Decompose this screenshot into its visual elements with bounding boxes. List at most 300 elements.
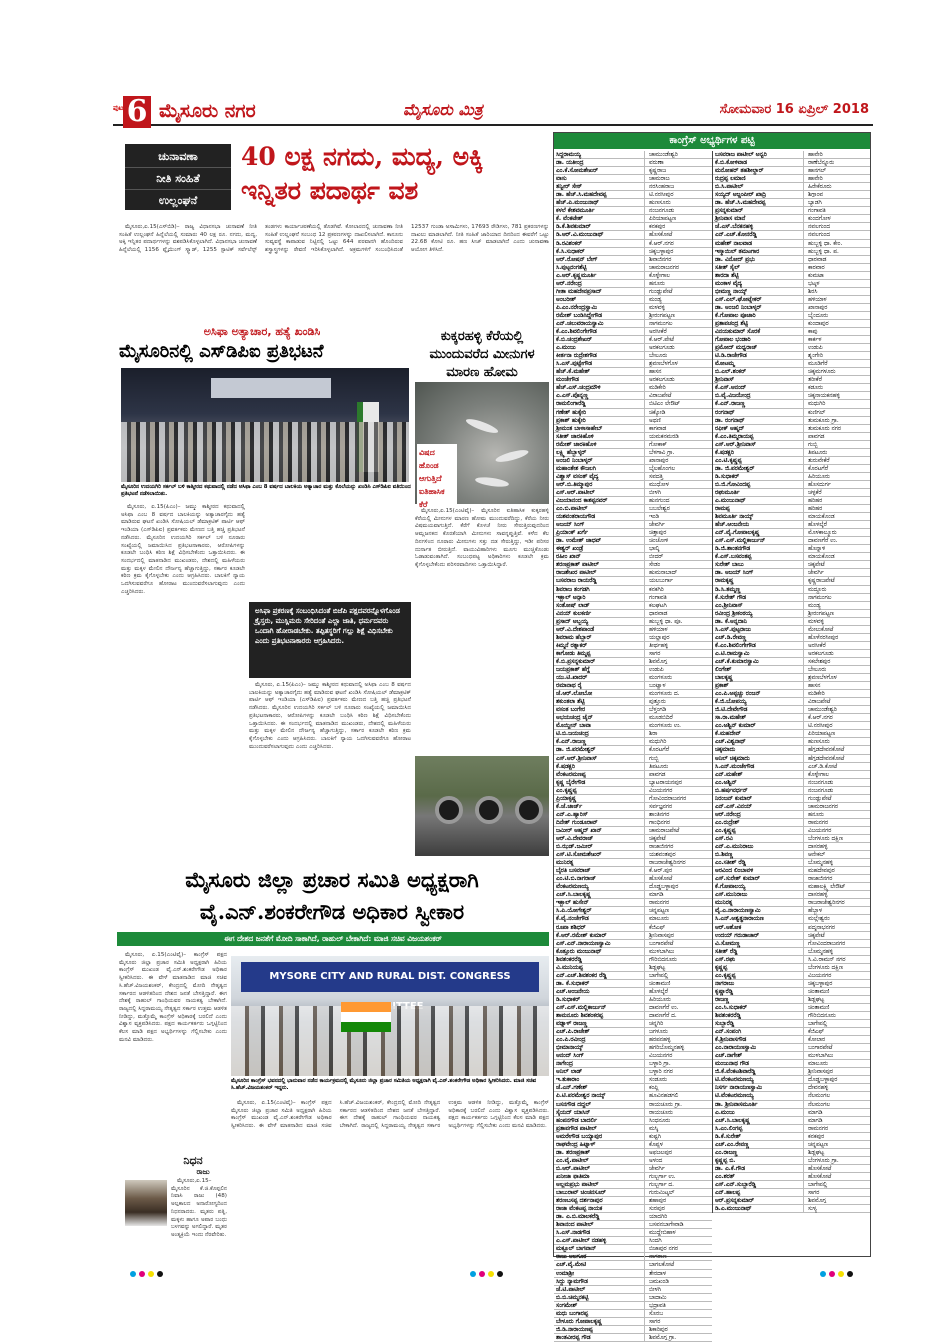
constituency-name: ಪಿರಿಯಾಪಟ್ಟಣ [644,215,710,222]
constituency-name: ಬಾಗೇಪಲ್ಲಿ [803,1020,869,1027]
constituency-name: ಕೊರಟಗೆರೆ [644,746,710,753]
candidate-row [554,755,712,763]
candidate-name: ನಿಸರ್ಗ ನಾರಾಯಣಸ್ವಾಮಿ [715,1085,762,1092]
constituency-name: ಅರಕಲಗೂಡು [644,344,710,351]
candidate-row [554,1213,712,1221]
constituency-name: ಹರಪನಹಳ್ಳಿ [644,1036,710,1043]
constituency-name: ಮುಧೋಳ [644,481,710,488]
candidate-name: ಆರ್.ಪ್ರಸನ್ನಕುಮಾರ್ [715,1198,754,1205]
constituency-name: ಭದ್ರಾವತಿ [644,1302,710,1309]
candidate-name: ಶರಣಪ್ರಕಾಶ್ ಪಾಟೀಲ್ [556,562,599,569]
candidate-name: ರಾಮಲಿಂಗಾರೆಡ್ಡಿ [556,401,586,408]
constituency-name: ಕುಂದಾಪುರ [803,320,869,327]
constituency-name: ಕುಮಟಾ [803,272,869,279]
constituency-name: ಮಧುಗಿರಿ [803,400,869,407]
constituency-name: ಮಲ್ಲೇಶ್ವರಂ [803,915,869,922]
candidate-row [713,529,870,537]
constituency-name: ಬಂಗಾರಪೇಟೆ [803,1044,869,1051]
constituency-name: ಖಾನಾಪುರ [644,457,710,464]
candidate-row [554,1189,712,1197]
candidate-row [554,159,712,167]
constituency-name: ಶೃಂಗೇರಿ [803,352,869,359]
candidate-row [713,940,870,948]
constituency-name: ಕೊರಟಗೆರೆ [803,465,869,472]
candidate-row [713,722,870,730]
candidate-row [554,577,712,585]
candidate-name: ಸೈಯದ್ ಯಾಸಿನ್ [556,1109,591,1116]
constituency-name: ಬೊಮ್ಮನಹಳ್ಳಿ [803,948,869,955]
constituency-name: ನಂಜನಗೂಡು [803,787,869,794]
candidate-name: ಇಸ್ಮಾಯಿಲ್ ತಮಟಗಾರ [715,248,760,255]
constituency-name: ಆನೇಕಲ್ [803,851,869,858]
candidate-name: ಎ.ಮಂಜುನಾಥ್ [715,498,746,505]
constituency-name: ಹಾನಗಲ್ [803,167,869,174]
candidate-row [554,304,712,312]
candidate-row [713,1157,870,1165]
constituency-name: ಜೇವರ್ಗಿ [644,1165,710,1172]
candidate-name: ಎಂ.ಅಶ್ವಿನ್ [715,779,737,786]
candidate-name: ಸಿದ್ದರಾಮಯ್ಯ [556,152,581,158]
constituency-name: ಕಾಗವಾಡ [644,425,710,432]
protest-pull-quote: ಅಸಿಫಾ ಪ್ರಕರಣಕ್ಕೆ ಸಂಬಂಧಿಸಿದಂತೆ ಬಿಜೆಪಿ ಪಕ್ಷದವರನ್ನೊಳಗೊಂಡ ಕ್ರೈಸ್ತರು, ಮುಸ್ಲಿಮರು ಸೇರಿದಂತೆ ಎಲ್ಲಾ ಜಾತಿ, ಧರ್ಮದವರು ಒಂದಾಗಿ ಹೋರಾಡಬೇಕು. ತಪ್ಪಿತಸ್ಥರಿಗೆ ಗಲ್ಲು ಶಿಕ್ಷೆ ವಿಧಿಸಬೇಕು ಎಂದು ಪ್ರತಿಭಟನಾಕಾರರು ಆಗ್ರಹಿಸಿದರು. [249,602,411,678]
candidate-row [554,312,712,320]
constituency-name: ಹಿರಿಯೂರು [803,473,869,480]
constituency-name: ಮುಳಬಾಗಿಲು [803,1052,869,1059]
candidate-name: ಜಯಪ್ರಕಾಶ್ ಹೆಗ್ಡೆ [556,667,591,673]
constituency-name: ಮಾಲೂರು [803,1060,869,1067]
constituency-name: ಮಂಡ್ಯ [803,602,869,609]
candidate-name: ಸಂತೋಷ್ ಲಾಡ್ [556,602,590,609]
candidate-name: ಆರ್.ನರೇಂದ್ರ [556,280,582,287]
candidate-name: ಜೆ.ಎಸ್.ಬೆನಕನಹಳ್ಳಿ [715,224,753,231]
candidate-name: ವಡ್ನಾಳ್ ರಾಜಣ್ಣ [556,1021,588,1028]
candidate-name: ಆನಂದ್ ಸಿಂಗ್ [556,1053,584,1060]
candidate-row [554,1012,712,1020]
constituency-name: ಹೊಳೆನರಸೀಪುರ [803,634,869,641]
candidate-row [554,1278,712,1286]
constituency-name: ಕಾಪು [803,328,869,335]
party-flag [341,1002,391,1032]
candidate-name: ಮಧು ಬಂಗಾರಪ್ಪ [556,1310,589,1317]
candidate-row [554,497,712,505]
committee-body-col1 [119,952,227,1148]
constituency-name: ವಿಜಯನಗರ [803,972,869,979]
candidate-name: ಎನ್.ವೈ.ಗೋಪಾಲಕೃಷ್ಣ [715,530,760,537]
candidate-row [713,248,870,256]
candidate-row [554,417,712,425]
reg-dot [139,1271,145,1277]
registration-marks-left [130,1270,166,1279]
constituency-name: ಬೆಳ್ತಂಗಡಿ [644,706,710,713]
candidate-row [554,1092,712,1100]
candidate-name: ಇ.ತುಕಾರಾಂ [556,1077,580,1084]
constituency-name: ತುಮಕೂರು ನಗರ [803,425,869,432]
candidate-row [554,1229,712,1237]
constituency-name: ಬಂಗಾರಪೇಟೆ [644,940,710,947]
candidate-row [713,264,870,272]
constituency-name: ಗೋವಿಂದರಾಜನಗರ [803,940,869,947]
candidate-name: ರಮೇಶ್ ಬಂಡಿಸಿದ್ದೇಗೌಡ [556,312,602,319]
constituency-name: ನಂಜನಗೂಡು [644,207,710,214]
candidate-name: ಬಿ.ಹರ್ಷವರ್ಧನ್ [715,787,748,794]
candidate-name: ಮಂಕಾಳ ವೈದ್ಯ [715,280,743,287]
constituency-name: ಹೂವಿನಹಡಗಲಿ [644,1092,710,1099]
candidate-row [713,344,870,352]
candidate-name: ಸಿ.ಎಸ್.ಪುಟ್ಟೇಗೌಡ [556,361,592,368]
candidate-row [713,272,870,280]
candidate-row [554,1221,712,1229]
candidate-name: ಖನೀಜಾ ಫಾತಿಮಾ [556,1173,590,1180]
obituary-title: ನಿಧನ [183,1154,203,1167]
candidate-name: ರಫೀಕ್ ಅಹ್ಮದ್ [715,425,745,432]
candidate-name: ಟಿ.ವೆಂಕಟರಮಣಯ್ಯ [715,1077,754,1084]
candidate-row [713,988,870,996]
constituency-name: ಶಾಂತಿನಗರ [644,811,710,818]
candidate-row [554,964,712,972]
constituency-name: ಮೇಲುಕೋಟೆ [803,626,869,633]
candidate-row [554,336,712,344]
candidate-row [554,618,712,626]
candidate-name: ಬಾಲಕೃಷ್ಣ [715,675,733,682]
candidate-row [713,175,870,183]
candidate-row [713,199,870,207]
constituency-name: ಶಿಕಾರಿಪುರ [644,1326,710,1333]
candidate-row [713,907,870,915]
candidate-row [713,1133,870,1141]
constituency-name: ಹೊಸಕೋಟೆ [803,1173,869,1180]
issue-date: ಸೋಮವಾರ 16 ಏಪ್ರಿಲ್ 2018 [719,102,869,117]
candidate-row [554,207,712,215]
constituency-name: ಬೆಳಗಾವಿ ಗ್ರಾ. [644,449,710,456]
constituency-name: ಅರಕಲಗೂಡು [803,650,869,657]
candidate-name: ಎಚ್.ಕೆ.ಕುಮಾರಸ್ವಾಮಿ [715,658,759,665]
candidate-row [554,907,712,915]
candidate-row [713,376,870,384]
candidate-name: ಎಸ್.ಮುನಿರಾಜು [715,892,748,899]
candidate-name: ಎಂ.ಸತೀಶ್ ರೆಡ್ಡಿ [715,860,746,867]
candidate-name: ಡಾ. ವಿನೋದ್ ಪ್ರಭು [715,256,755,263]
candidate-row [713,746,870,754]
candidate-name: ಪಿ.ಎಂ.ನರೇಂದ್ರಸ್ವಾಮಿ [556,304,597,311]
constituency-name: ಕಂಪ್ಲಿ [644,1084,710,1091]
constituency-name: ಹೆಗ್ಗಡದೇವನಕೋಟೆ [803,746,869,753]
candidate-row [713,537,870,545]
constituency-name: ಗುಲ್ಬರ್ಗಾ ಉ. [644,1173,710,1180]
candidate-name: ಕೆ. ವೆಂಕಟೇಶ್ [556,216,583,223]
candidate-name: ಡಿ.ಸುಧಾಕರ್ [556,996,581,1003]
constituency-name: ಹಾವೇರಿ [803,175,869,182]
committee-body-text-2: ಮೈಸೂರು, ಏ.15(ಎಂಟಿವೈ)– ಕಾಂಗ್ರೆಸ್ ಪಕ್ಷದ ಮೈಸೂರು ಜಿಲ್ಲಾ ಪ್ರಚಾರ ಸಮಿತಿ ಅಧ್ಯಕ್ಷರಾಗಿ ಹಿರಿಯ ಕಾಂಗ್ರೆಸ್ ಮುಖಂಡ ವೈ.ಎನ್.ಶಂಕರೇಗೌಡ ಅಧಿಕಾರ ಸ್ವೀಕರಿಸಿದರು. ಈ ವೇಳೆ ಮಾತನಾಡಿದ ಮಾಜಿ ಸಚಿವ ಸಿ.ಹೆಚ್.ವಿಜಯಶಂಕರ್, ಕೇಂದ್ರದಲ್ಲಿ ಮೋದಿ ನೇತೃತ್ವದ ಸರ್ಕಾರದ ಆಡಳಿತದಿಂದ ದೇಶದ ಜನತೆ ಬೇಸತ್ತಿದ್ದಾರೆ. ಈಗ ದೇಶಕ್ಕೆ ರಾಹುಲ್ ಗಾಂಧಿಯವರ ನಾಯಕತ್ವ ಬೇಕಾಗಿದೆ. ರಾಜ್ಯದಲ್ಲಿ ಸಿದ್ದರಾಮಯ್ಯ ನೇತೃತ್ವದ ಸರ್ಕಾರ ಉತ್ತಮ ಆಡಳಿತ ನೀಡಿದ್ದು, ಮತ್ತೊಮ್ಮೆ ಕಾಂಗ್ರೆಸ್ ಅಧಿಕಾರಕ್ಕೆ ಬರಲಿದೆ ಎಂದು ವಿಶ್ವಾಸ ವ್ಯಕ್ತಪಡಿಸಿದರು. ಪಕ್ಷದ ಕಾರ್ಯಕರ್ತರು ಒಗ್ಗಟ್ಟಿನಿಂದ ಕೆಲಸ ಮಾಡಿ ಪಕ್ಷದ ಅಭ್ಯರ್ಥಿಗಳನ್ನು ಗೆಲ್ಲಿಸಬೇಕು ಎಂದು ಮನವಿ ಮಾಡಿದರು. [231,1100,549,1130]
constituency-name: ಹರಿಹರ [803,497,869,504]
constituency-name: ರಾಣೆಬೆನ್ನೂರು [803,159,869,166]
candidate-name: ಕೆ.ಎಸ್.ಆನಂದ್ [715,385,747,392]
protest-photo [121,368,409,482]
candidate-row [713,481,870,489]
constituency-name: ಕೆ.ಆರ್.ಪುರ [644,867,710,874]
candidate-name: ಎಂ.ಅಶ್ವಿನ್ ಕುಮಾರ್ [715,723,756,730]
candidate-row [554,706,712,714]
candidate-name: ಎಂ.ಬಿ.ಪಾಟೀಲ್ [556,506,588,513]
poll-code-tag [125,144,231,210]
constituency-name: ಪುತ್ತೂರು [644,698,710,705]
constituency-name: ಬಾಗೇಪಲ್ಲಿ [803,1181,869,1188]
candidate-row [554,722,712,730]
candidate-row [554,352,712,360]
candidate-name: ಮಂಜೇಗೌಡ [556,377,579,384]
candidate-name: ಎಸ್.ಎನ್.ಸುಬ್ಬಾರೆಡ್ಡಿ [715,1182,757,1188]
candidate-row [713,1205,870,1213]
candidate-row [713,738,870,746]
candidate-row [713,521,870,529]
candidate-name: ಬಸವರಾಜ ರಾಯರೆಡ್ಡಿ [556,578,597,585]
protest-headline: ಮೈಸೂರಿನಲ್ಲಿ ಎಸ್‌ಡಿಪಿಐ ಪ್ರತಿಭಟನೆ [119,341,324,362]
candidate-row [554,425,712,433]
candidate-name: ಅರವಿಂದ ಲಿಂಬಾವಳಿ [715,868,754,875]
obituary-body-text: ಮೈಸೂರು,ಏ.15– ಮೈಸೂರಿನ ಕೆ.ಜಿ.ಕೊಪ್ಪಲಿನ ನಿವಾಸಿ ರಾಜು (48) ಅಲ್ಪಕಾಲದ ಅನಾರೋಗ್ಯದಿಂದ ನಿಧನರಾದರು. ಮೃತರು ಪತ್ನಿ, ಮಕ್ಕಳು ಹಾಗೂ ಅಪಾರ ಬಂಧು ಬಳಗವನ್ನು ಅಗಲಿದ್ದಾರೆ. ಮೃತರ ಅಂತ್ಯಕ್ರಿಯೆ ಇಂದು ನೆರವೇರಿತು. [171,1178,227,1238]
constituency-name: ನವಲಗುಂದ [803,231,869,238]
candidate-name: ಕೃಷ್ಣಪ್ಪ ಬಿ. [715,1157,736,1164]
candidate-row [713,1012,870,1020]
candidate-name: ಸತೀಶ್ ಸೈಲ್ [715,264,740,271]
constituency-name: ಚನ್ನಪಟ್ಟಣ [803,1141,869,1148]
candidate-name: ಡಾ. ಅಜಯ್ ಸಿಂಗ್ [715,570,754,577]
candidate-name: ಯಶವಂತರಾಯಗೌಡ [556,514,596,521]
story-seizure-body [119,224,549,320]
committee-headline: ಮೈಸೂರು ಜಿಲ್ಲಾ ಪ್ರಚಾರ ಸಮಿತಿ ಅಧ್ಯಕ್ಷರಾಗಿ ವೈ.ಎನ್.ಶಂಕರೇಗೌಡ ಅಧಿಕಾರ ಸ್ವೀಕಾರ [185,867,479,924]
constituency-name: ಬೆಂಗಳೂರು ದಕ್ಷಿಣ [803,835,869,842]
constituency-name: ಹಾವೇರಿ [803,151,869,158]
headline-seizure: 40 ಲಕ್ಷ ನಗದು, ಮದ್ಯ, ಅಕ್ಕಿ ಇನ್ನಿತರ ಪದಾರ್ಥ ವಶ [241,142,484,205]
candidate-row [554,875,712,883]
candidate-row [554,1310,712,1318]
candidate-name: ಬೈರತಿ ಬಸವರಾಜ್ [556,868,591,875]
constituency-name: ಕೆ.ಆರ್.ನಗರ [803,714,869,721]
candidate-name: ಎಸ್.ಆರ್.ಶ್ರೀನಿವಾಸ್ [715,441,756,448]
constituency-name: ಎಚ್.ಡಿ.ಕೋಟೆ [803,763,869,770]
candidate-row [713,409,870,417]
constituency-name: ಬಬಲೇಶ್ವರ [644,505,710,512]
candidate-name: ಲಿಂಗೇಶ್ [715,667,732,673]
candidate-name: ರಮೇಶ್ ಜಾರಕಿಹೊಳಿ [556,441,597,448]
reg-dot [130,1271,136,1277]
constituency-name: ಮೂಡಿಗೆರೆ [803,360,869,367]
candidate-row [554,167,712,175]
candidate-name: ಶಿವಶಂಕರರೆಡ್ಡಿ [715,1013,741,1020]
candidate-row [554,280,712,288]
candidate-name: ಶಕುಂತಲಾ ಶೆಟ್ಟಿ [556,699,585,706]
constituency-name: ಸಿಂಧನೂರು [644,1117,710,1124]
constituency-name: ಕನಕಗಿರಿ [644,586,710,593]
candidate-row [713,964,870,972]
candidate-row [713,191,870,199]
constituency-name: ಟಿ.ನರಸೀಪುರ [644,191,710,198]
constituency-name: ಗೌರಿಬಿದನೂರು [803,1012,869,1019]
candidate-row [554,344,712,352]
candidate-name: ಸುಬ್ಬಾರೆಡ್ಡಿ [715,1021,735,1028]
candidate-name: ಶಿವರಾಜ ತಂಗಡಗಿ [556,586,590,593]
candidate-name: ಶಿವರಾಮ ಹೆಬ್ಬಾರ್ [556,634,592,641]
candidate-row [554,513,712,521]
candidate-name: ಎಸ್.ಎಸ್.ಮಲ್ಲಿಕಾರ್ಜುನ್ [715,538,766,545]
candidate-name: ಹೆಚ್.ಆಂಜನೇಯ [715,522,749,529]
constituency-name: ಕೆಜಿಎಫ್ [644,924,710,931]
obituary-photo [125,1180,167,1226]
candidate-name: ಪ್ರಿಯಾಕೃಷ್ಣ [556,795,577,802]
candidate-row [554,1133,712,1141]
candidate-row [554,698,712,706]
constituency-name: ಬೀದರ್ [644,553,710,560]
candidate-name: ಚಿಕ್ಕಮಾದು [715,747,736,754]
constituency-name: ತಿಪಟೂರು [644,763,710,770]
candidate-row [554,537,712,545]
candidate-name: ಜೆ.ಆರ್.ಲೋಬೋ [556,691,593,698]
candidate-row [713,545,870,553]
constituency-name: ನೆಲಮಂಗಲ [803,1101,869,1108]
candidate-name: ಅಜಯ್ ಸಿಂಗ್ [556,522,585,529]
constituency-name: ಮಂಗಳೂರು ದ. [644,690,710,697]
candidate-row [554,1004,712,1012]
candidate-row [713,658,870,666]
candidate-row [713,368,870,376]
candidate-list [553,132,871,1341]
constituency-name: ಶಿವಮೊಗ್ಗ [644,658,710,665]
candidate-name: ಕಳಲೆ ಕೇಶವಮೂರ್ತಿ [556,208,595,215]
constituency-name: ಧಾರವಾಡ [803,256,869,263]
constituency-name: ಅರಸೀಕೆರೆ [803,642,869,649]
candidate-row [713,650,870,658]
constituency-name: ಕೆ.ಆರ್.ಪೇಟೆ [644,336,710,343]
candidate-name: ಎಂ.ಕೃಷ್ಣಪ್ಪ [715,827,736,834]
constituency-name: ದಾವಣಗೆರೆ ದ. [644,1012,710,1019]
constituency-name: ಗೋವಿಂದರಾಜನಗರ [644,795,710,802]
candidate-name: ಮೊಯ್ದೀನ್ ಬಾವಾ [556,723,591,730]
candidate-name: ರಂಗನಾಥ್ [715,409,735,416]
candidate-name: ವಿ.ಮುನಿಯಪ್ಪ [556,964,583,971]
candidate-row [554,240,712,248]
candidate-row [554,473,712,481]
drain-pipe-3 [515,796,543,824]
candidate-row [554,1084,712,1092]
candidate-row [554,1165,712,1173]
constituency-name: ನವಲಗುಂದ [803,223,869,230]
candidate-name: ಎಸ್.ಟಿ.ಸೋಮಶೇಖರ್ [556,852,602,859]
constituency-name: ತೇರದಾಳ [644,1270,710,1277]
candidate-name: ಎಂ.ರಾಜಣ್ಣ [715,1149,738,1156]
constituency-name: ಹುಬ್ಬಳ್ಳಿ ಧಾ. ಪೂ. [644,618,710,625]
candidate-name: ಡಾ. ಅಂಜಲಿ ನಿಂಬಾಳ್ಕರ್ [715,304,762,311]
candidate-row [713,1165,870,1173]
candidate-name: ಡಿ.ಸುಧಾಕರ್ [715,473,740,480]
candidate-row [713,1109,870,1117]
candidate-name: ರಾಜಶೇಖರ ಪಾಟೀಲ್ [556,570,597,577]
candidate-name: ವಿನಯಕುಮಾರ್ ಸೊರಕೆ [715,329,761,336]
constituency-name: ರಾಜಾಜಿನಗರ [803,875,869,882]
candidate-name: ಅನಿಲ್ ಚಿಕ್ಕಮಾದು [715,755,750,762]
candidate-row [554,650,712,658]
constituency-name: ಚಾಮರಾಜನಗರ [803,803,869,810]
candidate-row [554,328,712,336]
candidate-row [713,553,870,561]
candidate-row [713,763,870,771]
candidate-name: ಸಂಗಮೇಶ್ [556,1302,578,1309]
constituency-name: ಹಿರಿಯೂರು [644,996,710,1003]
candidate-name: ಸಿ.ಎನ್.ಮಂಜೇಗೌಡ [715,763,755,770]
candidate-name: ಆರ್.ರೋಷನ್ ಬೇಗ್ [556,256,598,263]
candidate-row [713,827,870,835]
constituency-name: ದಾವಣಗೆರೆ ಉ. [644,1004,710,1011]
constituency-name: ಶ್ರೀರಂಗಪಟ್ಟಣ [644,312,710,319]
candidate-row [713,899,870,907]
constituency-name: ಕಲಘಟಗಿ [644,602,710,609]
candidate-name: ಸಿ.ಪುಟ್ಟರಂಗಶೆಟ್ಟಿ [556,264,587,271]
committee-body-text: ಮೈಸೂರು, ಏ.15(ಎಂಟಿವೈ)– ಕಾಂಗ್ರೆಸ್ ಪಕ್ಷದ ಮೈಸೂರು ಜಿಲ್ಲಾ ಪ್ರಚಾರ ಸಮಿತಿ ಅಧ್ಯಕ್ಷರಾಗಿ ಹಿರಿಯ ಕಾಂಗ್ರೆಸ್ ಮುಖಂಡ ವೈ.ಎನ್.ಶಂಕರೇಗೌಡ ಅಧಿಕಾರ ಸ್ವೀಕರಿಸಿದರು. ಈ ವೇಳೆ ಮಾತನಾಡಿದ ಮಾಜಿ ಸಚಿವ ಸಿ.ಹೆಚ್.ವಿಜಯಶಂಕರ್, ಕೇಂದ್ರದಲ್ಲಿ ಮೋದಿ ನೇತೃತ್ವದ ಸರ್ಕಾರದ ಆಡಳಿತದಿಂದ ದೇಶದ ಜನತೆ ಬೇಸತ್ತಿದ್ದಾರೆ. ಈಗ ದೇಶಕ್ಕೆ ರಾಹುಲ್ ಗಾಂಧಿಯವರ ನಾಯಕತ್ವ ಬೇಕಾಗಿದೆ. ರಾಜ್ಯದಲ್ಲಿ ಸಿದ್ದರಾಮಯ್ಯ ನೇತೃತ್ವದ ಸರ್ಕಾರ ಉತ್ತಮ ಆಡಳಿತ ನೀಡಿದ್ದು, ಮತ್ತೊಮ್ಮೆ ಕಾಂಗ್ರೆಸ್ ಅಧಿಕಾರಕ್ಕೆ ಬರಲಿದೆ ಎಂದು ವಿಶ್ವಾಸ ವ್ಯಕ್ತಪಡಿಸಿದರು. ಪಕ್ಷದ ಕಾರ್ಯಕರ್ತರು ಒಗ್ಗಟ್ಟಿನಿಂದ ಕೆಲಸ ಮಾಡಿ ಪಕ್ಷದ ಅಭ್ಯರ್ಥಿಗಳನ್ನು ಗೆಲ್ಲಿಸಬೇಕು ಎಂದು ಮನವಿ ಮಾಡಿದರು. [119,952,227,1043]
constituency-name: ನಾಗಮಂಗಲ [644,320,710,327]
candidate-row [713,803,870,811]
committee-body-cols [231,1100,549,1260]
candidate-name: ಕೃಷ್ಣಪ್ಪ [715,964,728,971]
candidate-name: ಡಾ. ಹೆಚ್.ಸಿ.ಮಹದೇವಪ್ಪ [556,192,607,199]
constituency-name: ಅಫಜಲಪುರ [644,1149,710,1156]
candidate-row [713,1181,870,1189]
candidate-row [554,738,712,746]
candidate-row [713,682,870,690]
candidate-row [554,746,712,754]
candidate-name: ಎಚ್.ವಿಶ್ವನಾಥ್ [715,739,746,746]
lake-headline: ಕುಕ್ಕರಹಳ್ಳಿ ಕೆರೆಯಲ್ಲಿ ಮುಂದುವರೆದ ಮೀನುಗಳ ಮಾರಣ ಹೋಮ [429,329,535,380]
constituency-name: ವಿರಾಜಪೇಟೆ [644,392,710,399]
candidate-name: ಕೆ.ಷಡಕ್ಷರಿ [715,449,734,456]
candidate-name: ಡಾ. ಕೆ.ಸುಧಾಕರ್ [556,980,590,987]
candidate-name: ಭೀಮಣ್ಣ ನಾಯ್ಕ್ [715,288,747,295]
candidate-name: ನಿರಂಜನ್ ಕುಮಾರ್ [715,795,752,802]
page-label: ಪುಟ [113,104,124,112]
candidate-row [554,1334,712,1342]
constituency-name: ಶ್ರವಣಬೆಳಗೊಳ [803,674,869,681]
constituency-name: ಶಿವಮೊಗ್ಗ [803,1197,869,1204]
candidate-row [554,972,712,980]
candidate-row [554,1044,712,1052]
constituency-name: ಹನೂರು [644,280,710,287]
candidate-row [713,1149,870,1157]
reg-dot [829,1271,835,1277]
constituency-name: ಗುಬ್ಬಿ [803,441,869,448]
candidate-row [554,763,712,771]
candidate-row [713,215,870,223]
candidate-row [554,360,712,368]
constituency-name: ಚಿಕ್ಕನಾಯಕನಹಳ್ಳಿ [803,392,869,399]
constituency-name: ಚಾಮರಾಜ [644,175,710,182]
reg-dot [820,1271,826,1277]
constituency-name: ರಾಜರಾಜೇಶ್ವರಿನಗರ [644,859,710,866]
candidate-name: ಡಾ. ಜಿ.ಪರಮೇಶ್ವರ್ [556,747,596,754]
candidate-row [554,1036,712,1044]
candidate-name: ಬಿ.ಸಿ.ಪಾಟೀಲ್ [715,184,744,191]
reg-dot [847,1271,853,1277]
constituency-name: ಸುಳ್ಯ [803,1205,869,1212]
constituency-name: ಹಳಿಯಾಳ [803,296,869,303]
candidate-name: ಜೆ.ಎನ್.ಗಣೇಶ್ [556,1085,588,1092]
candidate-row [554,288,712,296]
candidate-row [713,634,870,642]
drain-photo [415,756,549,856]
candidate-name: ಮಹಾಂತೇಶ ಕೌಜಲಗಿ [556,465,596,472]
constituency-name: ಭಟ್ಕಳ [803,280,869,287]
candidate-row [713,433,870,441]
constituency-name: ವಿಜಯನಗರ [803,827,869,834]
constituency-name: ವಿಜಯನಗರ [644,787,710,794]
candidate-name: ಹಂಪನಗೌಡ ಬಾದರ್ಲಿ [556,1117,597,1124]
constituency-name: ಕೊಳ್ಳೇಗಾಲ [644,272,710,279]
